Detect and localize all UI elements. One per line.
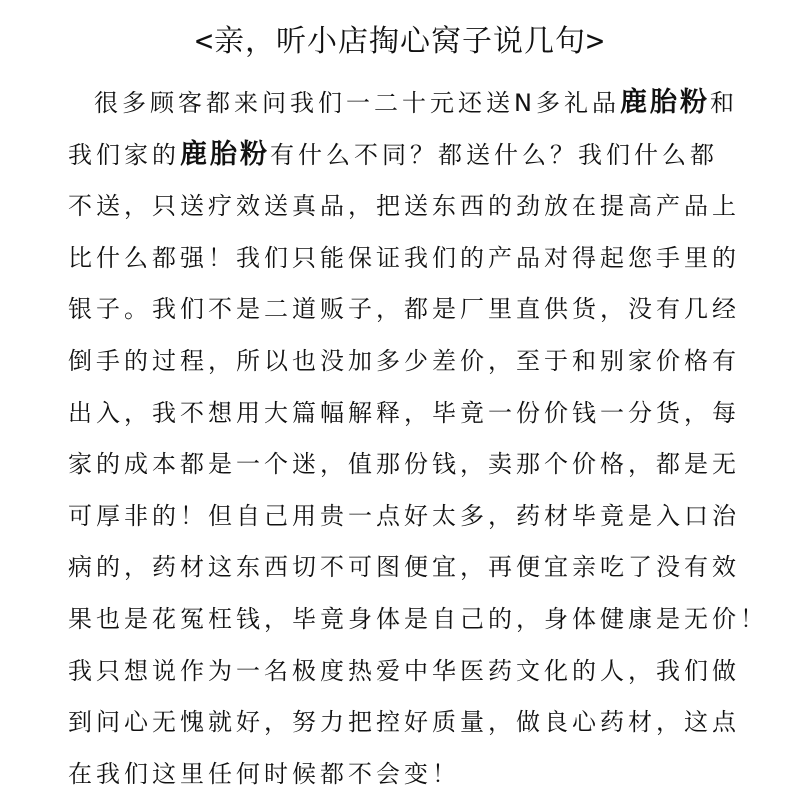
product-highlight: 鹿胎粉 xyxy=(180,138,270,170)
line-text: 和 xyxy=(709,89,738,117)
line-text: 在我们这里任何时候都不会变！ xyxy=(68,759,460,788)
line-text: 到问心无愧就好，努力把控好质量，做良心药材，这点 xyxy=(68,708,740,737)
line-text: 银子。我们不是二道贩子，都是厂里直供货，没有几经 xyxy=(68,295,740,324)
text-line xyxy=(68,442,768,494)
line-text: 病的，药材这东西切不可图便宜，再便宜亲吃了没有效 xyxy=(68,553,740,582)
page-title xyxy=(0,18,800,66)
line-text: 出入，我不想用大篇幅解释，毕竟一份价钱一分货，每 xyxy=(68,398,740,427)
title-open-bracket: < xyxy=(194,24,214,59)
title-close-bracket: > xyxy=(586,24,606,59)
line-text: 比什么都强！我们只能保证我们的产品对得起您手里的 xyxy=(68,243,740,272)
text-line xyxy=(68,649,768,701)
line-text: 有什么不同？都送什么？我们什么都 xyxy=(270,140,718,169)
line-text: 果也是花冤枉钱，毕竟身体是自己的，身体健康是无价！ xyxy=(68,604,768,633)
text-line xyxy=(68,700,768,752)
text-line xyxy=(68,752,768,803)
text-line xyxy=(68,133,768,185)
title-text: 亲，听小店掏心窝子说几句 xyxy=(214,24,586,59)
line-text: 可厚非的！但自己用贵一点好太多，药材毕竟是入口治 xyxy=(68,501,740,530)
line-text: 家的成本都是一个迷，值那份钱，卖那个价格，都是无 xyxy=(68,450,740,479)
text-line xyxy=(68,391,768,443)
text-line xyxy=(68,236,768,288)
line-text: 不送，只送疗效送真品，把送东西的劲放在提高产品上 xyxy=(68,192,740,221)
text-line xyxy=(68,184,768,236)
line-text: 我们家的 xyxy=(68,140,180,169)
text-line xyxy=(68,597,768,649)
text-line xyxy=(68,81,768,133)
text-line xyxy=(68,494,768,546)
text-line xyxy=(68,545,768,597)
product-highlight: 鹿胎粉 xyxy=(619,87,710,118)
text-line xyxy=(68,339,768,391)
body-text xyxy=(68,81,768,803)
line-text: 我只想说作为一名极度热爱中华医药文化的人，我们做 xyxy=(68,656,740,685)
line-text: 很多顾客都来问我们一二十元还送N多礼品 xyxy=(94,89,620,117)
text-line xyxy=(68,287,768,339)
line-text: 倒手的过程，所以也没加多少差价，至于和别家价格有 xyxy=(68,346,740,375)
